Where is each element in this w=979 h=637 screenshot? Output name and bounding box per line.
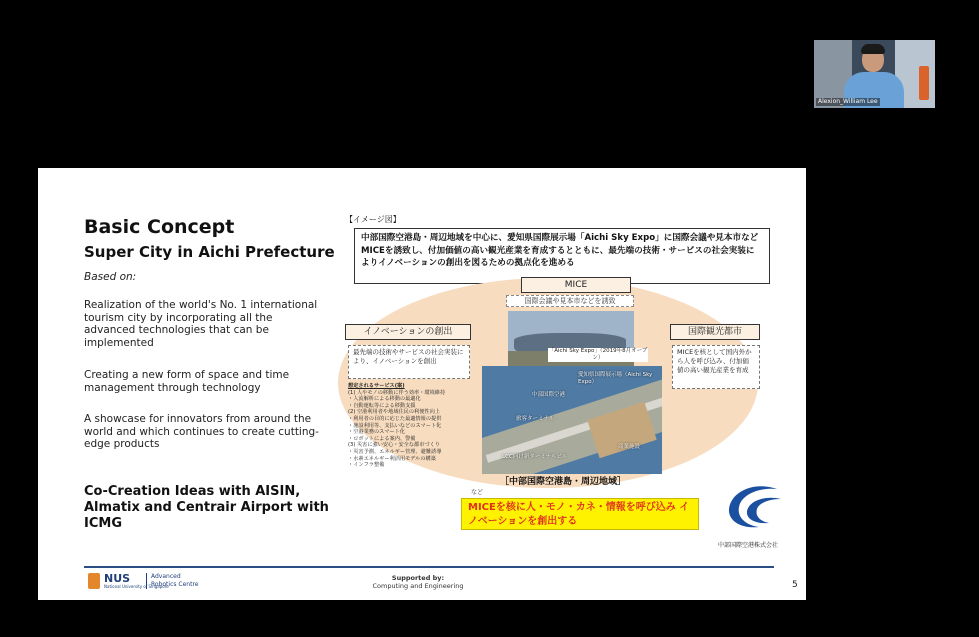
nus-logo-text: NUS	[104, 572, 131, 585]
image-top-description: 中部国際空港島・周辺地域を中心に、愛知県国際展示場「Aichi Sky Expo」に国際会議や見本市などMICEを誘致し、付加価値の高い観光産業を育成するとともに、最先端の技術・サービスの社会実装によりイノベーションの創出を図るための拠点化を進める	[354, 228, 770, 284]
highlight-message: MICEを核に人・モノ・カネ・情報を呼び込み イノベーションを創出する	[461, 498, 699, 530]
innovation-description: 最先端の技術やサービスの社会実装により、イノベーションを創出	[348, 345, 470, 379]
participant-video-tile[interactable]	[814, 40, 935, 108]
service-item: ・自動運転等による移動支援	[348, 402, 416, 409]
slide-subtitle: Super City in Aichi Prefecture	[84, 243, 335, 261]
shared-slide	[38, 168, 806, 600]
service-item: ・災害予測、エネルギー管理、避難誘導	[348, 448, 442, 455]
nus-crest-icon	[88, 573, 100, 589]
centrair-logo-icon	[725, 481, 785, 531]
tourism-label: 国際観光都市	[670, 324, 760, 340]
supported-by-header: Supported by:	[391, 574, 445, 582]
service-item: ・インフラ整備	[348, 462, 385, 469]
arc-label: Advanced Robotics Centre	[146, 573, 199, 589]
slide-title: Basic Concept	[84, 216, 235, 238]
aerial-label: 旅客ターミナル	[516, 416, 555, 422]
participant-hair	[861, 44, 885, 54]
service-item: (2) 空港利用者や地域住民の利便性向上	[348, 409, 440, 416]
airport-aerial-photo	[482, 366, 662, 474]
region-label: ［中部国際空港島・周辺地域］	[499, 477, 626, 487]
aerial-label: 愛知県国際展示場（Aichi Sky Expo）	[578, 372, 653, 385]
aerial-label: 中部国際空港	[532, 392, 566, 398]
participant-name: Alexion_William Lee	[818, 98, 878, 105]
concept-point: Realization of the world's No. 1 international tourism city by incorporating all the advanced technologies that can be implemented	[84, 299, 318, 349]
aerial-label: LCC向け新ターミナルビル	[502, 454, 568, 460]
concept-point: Creating a new form of space and time management through technology	[84, 369, 290, 394]
service-item: ・利用者の目的に応じた最適情報の提供	[348, 415, 442, 422]
supported-by-body: Computing and Engineering	[372, 582, 464, 590]
concept-point: A showcase for innovators from around the world and which continues to create cutting-edge products	[84, 413, 319, 450]
video-background-sign	[919, 66, 929, 100]
page-number: 5	[792, 580, 798, 590]
services-header: 想定されるサービス(案)	[348, 383, 405, 389]
cocreation-heading: Co-Creation Ideas with AISIN, Almatix and Centrair Airport with ICMG	[84, 484, 329, 531]
service-item: ・水素エネルギー利活用モデルの構築	[348, 455, 436, 462]
service-item: ・人流解析による移動の最適化	[348, 396, 421, 403]
service-item: ・ロボットによる案内、警備	[348, 435, 416, 442]
services-list	[348, 383, 488, 469]
service-item: (1) 人やモノの移動に伴う効率・環境維持	[348, 389, 446, 396]
image-label: 【イメージ図】	[345, 215, 401, 224]
service-item: ・空港業務のスマート化	[348, 429, 405, 436]
service-item: ・施設利用等、支払いなどのスマート化	[348, 422, 442, 429]
expo-caption: 「Aichi Sky Expo」（2019年8月オープン）	[548, 348, 648, 361]
based-on-label: Based on:	[84, 271, 137, 283]
aerial-label: 商業施設	[618, 444, 641, 450]
tourism-description: MICEを核として国内外から人を呼び込み、付加価値の高い観光産業を育成	[672, 345, 760, 389]
innovation-label: イノベーションの創出	[345, 324, 471, 340]
nus-logo-subtext: National University of Singapore	[104, 584, 169, 589]
mice-description: 国際会議や見本市などを誘致	[506, 295, 634, 307]
supported-by	[338, 574, 498, 590]
mice-label: MICE	[521, 277, 631, 293]
etc-label: など	[471, 489, 484, 496]
service-item: (3) 災害に強い安心・安全な都市づくり	[348, 442, 440, 449]
logo-caption: 中部国際空港株式会社	[718, 542, 779, 549]
footer-divider	[84, 566, 774, 568]
